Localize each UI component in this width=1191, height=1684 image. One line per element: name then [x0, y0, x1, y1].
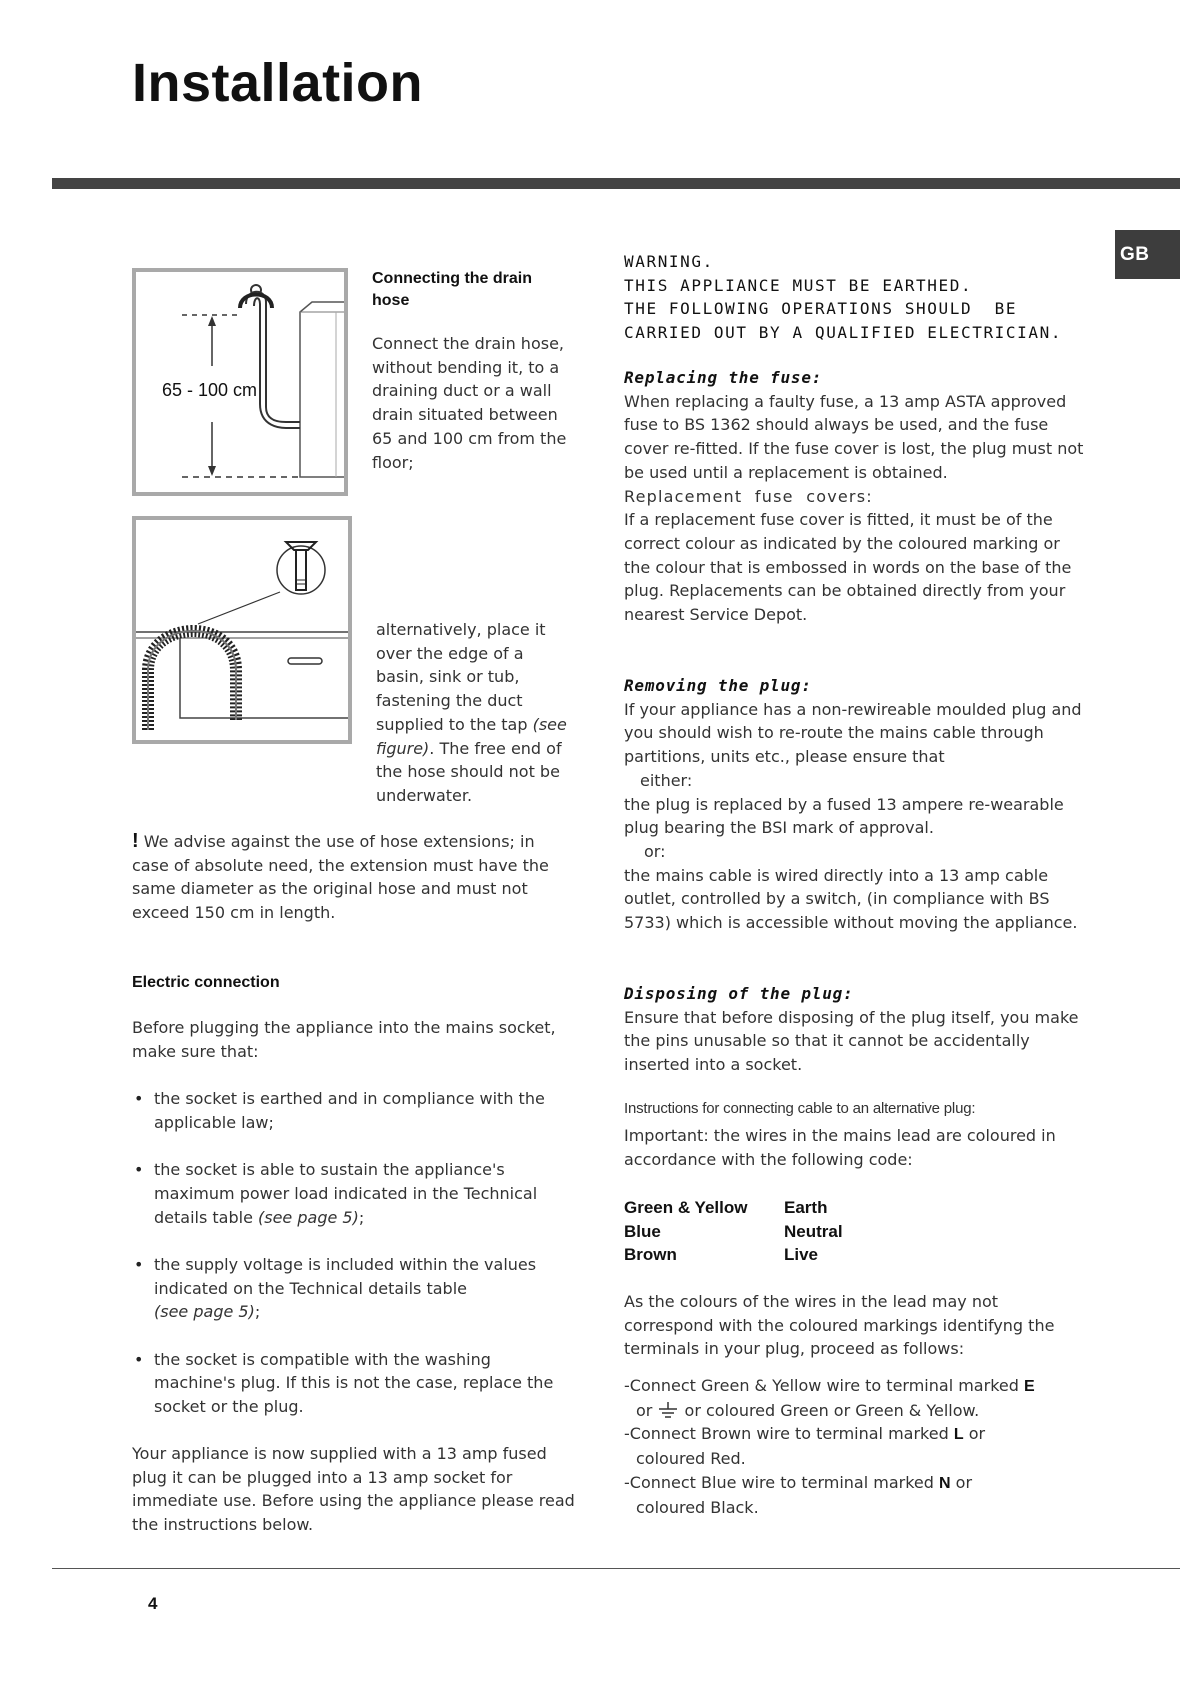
covers-heading: Replacement fuse covers:: [624, 486, 873, 506]
step-earth: [624, 1374, 1094, 1399]
warning-line: THIS APPLIANCE MUST BE EARTHED.: [624, 275, 973, 295]
warning-mark: !: [132, 830, 139, 852]
checklist-text: the socket is compatible with the washing machine's plug. If this is not the case, replace the socket or the plug.: [154, 1349, 554, 1417]
fuse-heading: Replacing the fuse:: [624, 368, 823, 387]
wire-meaning: Live: [784, 1245, 819, 1265]
language-tab: GB: [1115, 230, 1180, 279]
checklist-end: ;: [254, 1302, 261, 1322]
either-label: either:: [640, 770, 693, 790]
terminal-mark: L: [953, 1426, 964, 1444]
drain-para-2-end: . The free end of the hose should not be underwater.: [376, 738, 562, 805]
step-text: -Connect Blue wire to terminal marked: [624, 1472, 940, 1492]
wire-row: [624, 1243, 843, 1267]
hose-extension-warning: [132, 830, 572, 925]
drain-para-2-top: [376, 618, 576, 808]
option-1: the plug is replaced by a fused 13 ampere re-wearable plug bearing the BSI mark of approval.: [624, 794, 1064, 838]
dispose-heading: Disposing of the plug:: [624, 984, 854, 1003]
wire-code-table: [624, 1196, 843, 1267]
dispose-section: [624, 982, 1084, 1077]
earth-symbol-icon: [657, 1402, 679, 1418]
drain-para-2-main: alternatively, place it over the edge of a basin, sink or tub, fastening the duct supplied to the tap: [376, 620, 546, 734]
wire-colour: Brown: [624, 1245, 677, 1265]
remove-text: If your appliance has a non-rewireable moulded plug and you should wish to re-route the mains cable through partitions, units etc., please ensure that: [624, 699, 1082, 767]
checklist-text: the socket is earthed and in compliance with the applicable law;: [154, 1089, 545, 1132]
wire-colour: Green & Yellow: [624, 1198, 748, 1217]
see-figure-ref: (see figure): [376, 714, 567, 758]
earth-warning: [624, 250, 1094, 344]
instructions-small: Instructions for connecting cable to an alternative plug:: [624, 1100, 976, 1117]
warning-line: CARRIED OUT BY A QUALIFIED ELECTRICIAN.: [624, 322, 1063, 342]
checklist-item: [132, 1087, 572, 1134]
covers-text: If a replacement fuse cover is fitted, it must be of the correct colour as indicated by the coloured marking or the colour that is embossed in words on the base of the plug. Replacements can be obtained directly from your nearest Service Depot.: [624, 510, 1072, 625]
electric-intro: Before plugging the appliance into the mains socket, make sure that:: [132, 1018, 556, 1061]
electric-heading: Electric connection: [132, 974, 280, 991]
wire-colour: Blue: [624, 1221, 661, 1241]
fuse-section: [624, 366, 1084, 627]
footer-rule: [52, 1568, 1180, 1569]
checklist-text: the supply voltage is included within the values indicated on the Technical details table: [154, 1254, 537, 1298]
step-neutral-line2: coloured Black.: [636, 1497, 759, 1517]
drain-hose-heading: Connecting the drain hose: [372, 270, 532, 309]
checklist-item: [132, 1158, 572, 1229]
warning-line: THE FOLLOWING OPERATIONS SHOULD BE: [624, 299, 1018, 318]
remove-heading: Removing the plug:: [624, 676, 812, 695]
wire-row: [624, 1220, 843, 1244]
checklist-item: [132, 1348, 572, 1419]
or-label: or:: [644, 841, 666, 861]
page-ref: (see page 5): [154, 1302, 255, 1322]
step-text: -Connect Brown wire to terminal marked: [624, 1424, 954, 1444]
checklist-item: [132, 1253, 572, 1324]
warning-text: We advise against the use of hose extensions; in case of absolute need, the extension must have the same diameter as the original hose and must not exceed 150 cm in length.: [132, 832, 549, 923]
header-rule: [52, 178, 1180, 189]
remove-section: [624, 674, 1084, 935]
electric-checklist: [132, 1087, 572, 1442]
step-text: -Connect Green & Yellow wire to terminal marked: [624, 1376, 1024, 1395]
dispose-text: Ensure that before disposing of the plug itself, you make the pins unusable so that it cannot be accidentally inserted into a socket.: [624, 1007, 1079, 1075]
page-ref: (see page 5): [258, 1207, 359, 1227]
page-title: Installation: [132, 53, 424, 113]
wire-row: [624, 1196, 843, 1220]
page-number: 4: [148, 1594, 158, 1613]
step-text: or: [950, 1472, 973, 1492]
fuse-text: When replacing a faulty fuse, a 13 amp ASTA approved fuse to BS 1362 should always be used, and the fuse cover re-fitted. If the fuse cover is lost, the plug must not be used until a replacement is obtained.: [624, 391, 1084, 482]
basin-illustration: [136, 520, 348, 740]
instructions-text: Important: the wires in the mains lead are coloured in accordance with the following code:: [624, 1126, 1056, 1169]
connection-steps: [624, 1374, 1094, 1519]
checklist-text: the socket is able to sustain the appliance's maximum power load indicated in the Technical details table: [154, 1160, 538, 1227]
step-live: [624, 1422, 1094, 1447]
drain-para-1: Connect the drain hose, without bending it, to a draining duct or a wall drain situated between 65 and 100 cm from the floor;: [372, 334, 567, 472]
as-colours-text: As the colours of the wires in the lead may not correspond with the coloured markings identifyng the terminals in your plug, proceed as follows:: [624, 1292, 1055, 1359]
wire-meaning: Neutral: [784, 1221, 843, 1241]
option-2: the mains cable is wired directly into a 13 amp cable outlet, controlled by a switch, (in compliance with BS 5733) which is accessible without moving the appliance.: [624, 865, 1078, 933]
step-text: or: [963, 1424, 986, 1444]
basin-figure: [132, 516, 352, 744]
height-range-label: 65 - 100 cm: [162, 380, 258, 400]
step-neutral: [624, 1471, 1094, 1496]
step-earth-line2: [624, 1399, 1094, 1423]
step-text: or coloured Green or Green & Yellow.: [679, 1400, 980, 1420]
warning-line: WARNING.: [624, 252, 714, 271]
terminal-mark: N: [939, 1474, 951, 1492]
step-text: or: [636, 1400, 658, 1420]
wire-meaning: Earth: [784, 1198, 828, 1217]
step-live-line2: coloured Red.: [636, 1449, 746, 1469]
electric-closing: Your appliance is now supplied with a 13 amp fused plug it can be plugged into a 13 amp socket for immediate use. Before using the appliance please read the instructions below.: [132, 1444, 575, 1535]
terminal-mark: E: [1023, 1378, 1035, 1395]
checklist-end: ;: [358, 1207, 365, 1227]
